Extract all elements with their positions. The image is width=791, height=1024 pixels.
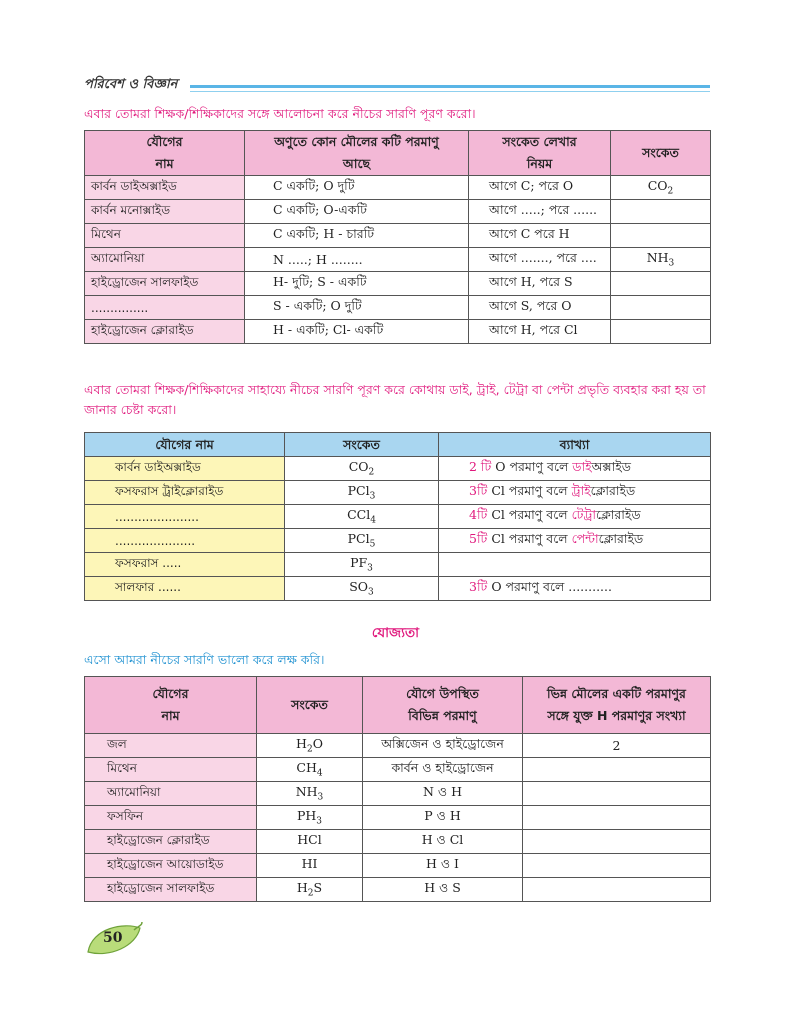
formula-cell	[611, 296, 711, 320]
formula-cell	[257, 782, 363, 806]
table-prefixes	[84, 432, 711, 601]
formula-text: SO	[349, 579, 369, 595]
h-count-cell	[523, 758, 711, 782]
explanation-cell	[439, 529, 711, 553]
compound-name-cell: ফসফিন	[85, 806, 257, 830]
compound-name-cell: ......................	[85, 505, 285, 529]
formula-subscript: 3	[367, 563, 373, 574]
explanation-cell	[439, 481, 711, 505]
formula-cell	[257, 806, 363, 830]
compound-name-cell: জল	[85, 734, 257, 758]
formula-text: PCl	[347, 531, 370, 547]
explanation-cell	[439, 577, 711, 601]
compound-name-cell: অ্যামোনিয়া	[85, 782, 257, 806]
h-count-cell	[523, 878, 711, 902]
header-rule-thin	[190, 91, 710, 92]
compound-name-cell: কার্বন মনোক্সাইড	[85, 200, 245, 224]
formula-cell	[285, 457, 439, 481]
explanation-count: 5টি	[469, 530, 488, 546]
atoms-cell: H - একটি; Cl- একটি	[245, 320, 469, 344]
rule-cell: আগে ......., পরে ....	[469, 248, 611, 272]
formula-text: HCl	[297, 832, 322, 848]
compound-name-cell: মিথেন	[85, 224, 245, 248]
formula-subscript: 4	[370, 515, 376, 526]
formula-cell	[611, 224, 711, 248]
compound-name-cell: কার্বন ডাইঅক্সাইড	[85, 457, 285, 481]
atoms-cell: N .....; H ........	[245, 248, 469, 272]
atoms-present-cell: কার্বন ও হাইড্রোজেন	[363, 758, 523, 782]
instruction-3: এসো আমরা নীচের সারণি ভালো করে লক্ষ করি।	[84, 652, 325, 667]
t3-header-formula: সংকেত	[257, 677, 363, 734]
t3-header-name: যৌগের নাম	[85, 677, 257, 734]
t2-header-explanation: ব্যাখ্যা	[439, 433, 711, 457]
header-rule	[190, 85, 710, 88]
page-number: 50	[103, 930, 123, 946]
formula-cell	[257, 854, 363, 878]
formula-text: CO	[647, 178, 668, 194]
formula-text: CO	[348, 459, 369, 475]
h-count-cell: 2	[523, 734, 711, 758]
formula-subscript: 3	[317, 792, 324, 803]
table-row	[85, 878, 711, 902]
atoms-present-cell: H ও S	[363, 878, 523, 902]
compound-name-cell: হাইড্রোজেন সালফাইড	[85, 272, 245, 296]
formula-subscript: 2	[667, 186, 674, 197]
formula-cell	[285, 505, 439, 529]
formula-subscript: 2	[368, 467, 375, 478]
formula-subscript: 2	[306, 744, 313, 755]
formula-cell	[257, 758, 363, 782]
h-count-cell	[523, 806, 711, 830]
explanation-text: O পরমাণু বলে ...........	[487, 578, 612, 594]
formula-subscript: 3	[369, 491, 376, 502]
h-count-cell	[523, 830, 711, 854]
compound-name-cell: হাইড্রোজেন আয়োডাইড	[85, 854, 257, 878]
h-count-cell	[523, 854, 711, 878]
table-row	[85, 529, 711, 553]
formula-text: H	[296, 736, 307, 752]
rule-cell: আগে .....; পরে ......	[469, 200, 611, 224]
explanation-text: Cl পরমাণু বলে	[487, 530, 572, 546]
compound-name-cell: ফসফরাস ট্রাইক্লোরাইড	[85, 481, 285, 505]
formula-cell	[285, 529, 439, 553]
table-row	[85, 782, 711, 806]
formula-text: PH	[296, 808, 317, 824]
formula-subscript: 3	[668, 258, 675, 269]
formula-subscript: 2	[307, 888, 314, 899]
formula-text: CH	[296, 760, 317, 776]
t1-header-atoms: অণুতে কোন মৌলের কটি পরমাণু আছে	[245, 131, 469, 176]
formula-text-tail: O	[312, 736, 323, 752]
table-row	[85, 806, 711, 830]
explanation-prefix: ট্রাই	[571, 482, 591, 498]
table-row	[85, 296, 711, 320]
explanation-suffix: ক্লোরাইড	[595, 506, 641, 522]
table-row	[85, 272, 711, 296]
formula-cell	[611, 176, 711, 200]
t1-header-name: যৌগের নাম	[85, 131, 245, 176]
atoms-cell: C একটি; O দুটি	[245, 176, 469, 200]
instruction-1: এবার তোমরা শিক্ষক/শিক্ষিকাদের সঙ্গে আলোচনা করে নীচের সারণি পূরণ করো।	[84, 106, 476, 121]
rule-cell: আগে C পরে H	[469, 224, 611, 248]
formula-cell	[285, 577, 439, 601]
formula-cell	[611, 200, 711, 224]
t3-header-hcount: ভিন্ন মৌলের একটি পরমাণুর সঙ্গে যুক্ত H পরমাণুর সংখ্যা	[523, 677, 711, 734]
explanation-prefix: টেট্রা	[571, 506, 596, 522]
atoms-present-cell: P ও H	[363, 806, 523, 830]
explanation-text: O পরমাণু বলে	[491, 458, 573, 474]
explanation-suffix: ক্লোরাইড	[590, 482, 636, 498]
compound-name-cell: মিথেন	[85, 758, 257, 782]
atoms-present-cell: H ও I	[363, 854, 523, 878]
formula-cell	[611, 320, 711, 344]
explanation-cell	[439, 553, 711, 577]
explanation-count: 4টি	[469, 506, 488, 522]
t1-header-rule: সংকেত লেখার নিয়ম	[469, 131, 611, 176]
explanation-text: Cl পরমাণু বলে	[487, 482, 572, 498]
t2-header-name: যৌগের নাম	[85, 433, 285, 457]
table-formula-rules	[84, 130, 711, 344]
rule-cell: আগে S, পরে O	[469, 296, 611, 320]
compound-name-cell: সালফার ......	[85, 577, 285, 601]
table-row	[85, 505, 711, 529]
table-row	[85, 553, 711, 577]
compound-name-cell: ফসফরাস .....	[85, 553, 285, 577]
atoms-cell: H- দুটি; S - একটি	[245, 272, 469, 296]
explanation-cell	[439, 457, 711, 481]
atoms-cell: C একটি; H - চারটি	[245, 224, 469, 248]
compound-name-cell: কার্বন ডাইঅক্সাইড	[85, 176, 245, 200]
table-row	[85, 758, 711, 782]
formula-text: NH	[646, 250, 669, 266]
compound-name-cell: হাইড্রোজেন সালফাইড	[85, 878, 257, 902]
t2-header-formula: সংকেত	[285, 433, 439, 457]
explanation-prefix: পেন্টা	[571, 530, 599, 546]
compound-name-cell: .....................	[85, 529, 285, 553]
compound-name-cell: হাইড্রোজেন ক্লোরাইড	[85, 320, 245, 344]
table-row	[85, 200, 711, 224]
explanation-cell	[439, 505, 711, 529]
t1-header-formula: সংকেত	[611, 131, 711, 176]
formula-cell	[285, 553, 439, 577]
section-title-valency: যোজ্যতা	[371, 625, 420, 641]
compound-name-cell: ...............	[85, 296, 245, 320]
formula-text: CCl	[347, 507, 371, 523]
explanation-suffix: অক্সাইড	[591, 458, 631, 474]
rule-cell: আগে C; পরে O	[469, 176, 611, 200]
formula-subscript: 3	[368, 587, 374, 598]
formula-cell	[257, 734, 363, 758]
explanation-text: Cl পরমাণু বলে	[487, 506, 572, 522]
atoms-present-cell: N ও H	[363, 782, 523, 806]
atoms-cell: S - একটি; O দুটি	[245, 296, 469, 320]
explanation-count: 3টি	[469, 482, 488, 498]
table-row	[85, 224, 711, 248]
table-row	[85, 481, 711, 505]
atoms-present-cell: H ও Cl	[363, 830, 523, 854]
table-row	[85, 248, 711, 272]
table-row	[85, 577, 711, 601]
formula-subscript: 5	[369, 539, 376, 550]
h-count-cell	[523, 782, 711, 806]
formula-subscript: 4	[316, 768, 323, 779]
table-row	[85, 854, 711, 878]
table-row	[85, 176, 711, 200]
rule-cell: আগে H, পরে Cl	[469, 320, 611, 344]
running-header: পরিবেশ ও বিজ্ঞান	[84, 77, 178, 92]
compound-name-cell: হাইড্রোজেন ক্লোরাইড	[85, 830, 257, 854]
atoms-present-cell: অক্সিজেন ও হাইড্রোজেন	[363, 734, 523, 758]
formula-text: H	[296, 880, 308, 896]
formula-text: PCl	[347, 483, 370, 499]
explanation-prefix: ডাই	[572, 458, 592, 474]
explanation-count: 3টি	[469, 578, 488, 594]
compound-name-cell: অ্যামোনিয়া	[85, 248, 245, 272]
table-row	[85, 830, 711, 854]
formula-text: PF	[350, 555, 368, 571]
formula-cell	[257, 830, 363, 854]
formula-subscript: 3	[316, 816, 323, 827]
explanation-suffix: ক্লোরাইড	[598, 530, 644, 546]
formula-cell	[285, 481, 439, 505]
formula-text: HI	[301, 856, 318, 872]
t3-header-atoms: যৌগে উপস্থিত বিভিন্ন পরমাণু	[363, 677, 523, 734]
table-row	[85, 734, 711, 758]
table-valency	[84, 676, 711, 902]
formula-cell	[611, 272, 711, 296]
table-row	[85, 457, 711, 481]
formula-text-tail: S	[313, 880, 323, 896]
instruction-2: এবার তোমরা শিক্ষক/শিক্ষিকাদের সাহায্যে নীচের সারণি পূরণ করে কোথায় ডাই, ট্রাই, টেট্রা বা পেন্টা প্রভৃতি ব্যবহার করা হয় তা জানার চেষ্টা করো।	[84, 382, 706, 417]
formula-cell	[257, 878, 363, 902]
explanation-count: 2 টি	[469, 458, 492, 474]
rule-cell: আগে H, পরে S	[469, 272, 611, 296]
formula-text: NH	[295, 784, 318, 800]
atoms-cell: C একটি; O-একটি	[245, 200, 469, 224]
table-row	[85, 320, 711, 344]
formula-cell	[611, 248, 711, 272]
